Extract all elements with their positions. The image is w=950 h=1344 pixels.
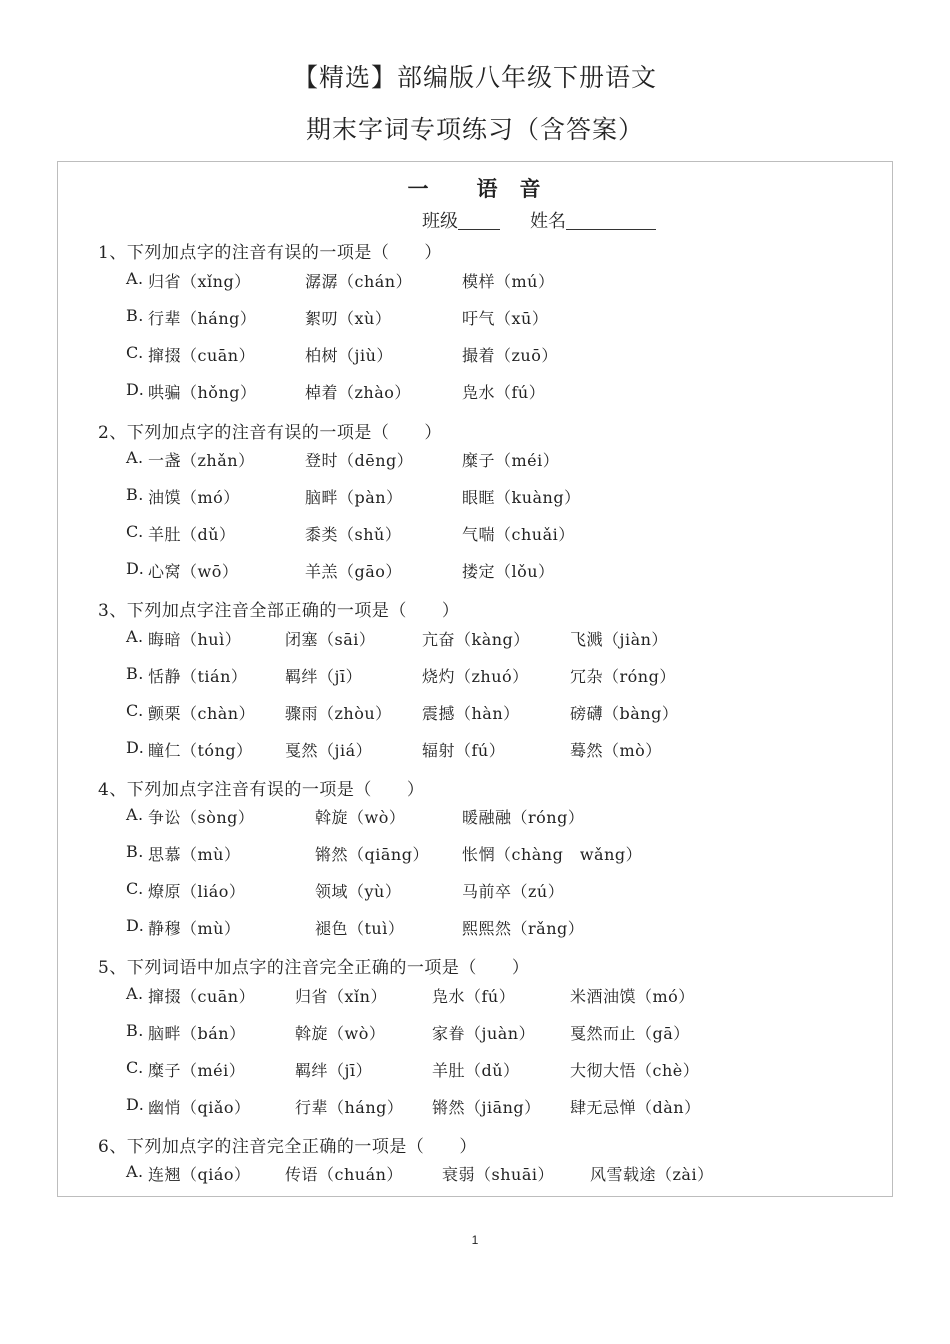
option-label: B. (126, 842, 144, 861)
option-item: 熙熙然（rǎng） (462, 919, 585, 938)
option-item: 连翘（qiáo） (148, 1165, 251, 1184)
option-label: A. (126, 984, 144, 1003)
option-item: 暖融融（róng） (462, 808, 585, 827)
option-item: 脑畔（pàn） (305, 488, 403, 507)
option-item: 哄骗（hǒng） (148, 383, 257, 402)
option-item: 吁气（xū） (462, 309, 549, 328)
question-stem: 3、下列加点字注音全部正确的一项是（ ） (98, 601, 460, 621)
option-item: 斡旋（wò） (295, 1024, 386, 1043)
option-item: 羁绊（jī） (285, 667, 363, 686)
option-item: 颤栗（chàn） (148, 704, 256, 723)
option-label: C. (126, 701, 144, 720)
question-stem: 5、下列词语中加点字的注音完全正确的一项是（ ） (98, 958, 530, 978)
option-item: 糜子（méi） (148, 1061, 246, 1080)
option-item: 糜子（méi） (462, 451, 560, 470)
section-number: 一 (407, 176, 431, 201)
option-item: 恬静（tián） (148, 667, 248, 686)
option-label: D. (126, 380, 145, 399)
option-item: 柏树（jiù） (305, 346, 393, 365)
option-item: 行辈（háng） (148, 309, 257, 328)
option-item: 撺掇（cuān） (148, 346, 256, 365)
option-item: 羊肚（dǔ） (148, 525, 236, 544)
question-stem: 2、下列加点字的注音有误的一项是（ ） (98, 423, 442, 443)
option-item: 烧灼（zhuó） (422, 667, 529, 686)
option-item: 马前卒（zú） (462, 882, 565, 901)
option-item: 戛然而止（gā） (570, 1024, 690, 1043)
section-name-part2: 音 (519, 176, 543, 201)
section-heading (0, 173, 950, 203)
option-item: 撺掇（cuān） (148, 987, 256, 1006)
option-item: 家眷（juàn） (432, 1024, 536, 1043)
option-item: 米酒油馍（mó） (570, 987, 695, 1006)
name-blank[interactable] (566, 211, 656, 230)
question-stem: 1、下列加点字的注音有误的一项是（ ） (98, 243, 442, 263)
option-item: 心窝（wō） (148, 562, 239, 581)
name-label: 姓名 (530, 211, 566, 232)
document-title-line2: 期末字词专项练习（含答案） (305, 115, 644, 144)
page-number: 1 (471, 1233, 479, 1247)
option-item: 眼眶（kuàng） (462, 488, 581, 507)
option-item: 晦暗（huì） (148, 630, 242, 649)
option-label: A. (126, 805, 144, 824)
option-item: 闭塞（sāi） (285, 630, 376, 649)
option-item: 凫水（fú） (432, 987, 516, 1006)
option-item: 辐射（fú） (422, 741, 506, 760)
option-item: 静穆（mù） (148, 919, 241, 938)
option-item: 凫水（fú） (462, 383, 546, 402)
option-item: 衰弱（shuāi） (442, 1165, 554, 1184)
option-item: 大彻大悟（chè） (570, 1061, 700, 1080)
class-name-line (422, 207, 656, 233)
option-item: 羊肚（dǔ） (432, 1061, 520, 1080)
option-label: B. (126, 306, 144, 325)
option-item: 震撼（hàn） (422, 704, 520, 723)
section-name-part1: 语 (476, 176, 500, 201)
option-item: 亢奋（kàng） (422, 630, 530, 649)
option-item: 戛然（jiá） (285, 741, 373, 760)
class-label: 班级 (422, 211, 458, 232)
option-item: 斡旋（wò） (315, 808, 406, 827)
option-item: 脑畔（bán） (148, 1024, 246, 1043)
option-item: 蓦然（mò） (570, 741, 662, 760)
option-label: A. (126, 269, 144, 288)
option-item: 归省（xǐn） (295, 987, 387, 1006)
option-item: 登时（dēng） (305, 451, 414, 470)
option-item: 飞溅（jiàn） (570, 630, 668, 649)
option-label: C. (126, 879, 144, 898)
option-label: C. (126, 522, 144, 541)
option-item: 归省（xǐng） (148, 272, 251, 291)
document-title-line1: 【精选】部编版八年级下册语文 (292, 63, 657, 92)
class-blank[interactable] (458, 211, 500, 230)
option-label: B. (126, 1021, 144, 1040)
option-item: 领域（yù） (315, 882, 402, 901)
option-label: A. (126, 1162, 144, 1181)
option-item: 搂定（lǒu） (462, 562, 555, 581)
option-item: 撮着（zuō） (462, 346, 558, 365)
option-label: A. (126, 627, 144, 646)
option-label: D. (126, 916, 145, 935)
option-item: 锵然（jiāng） (432, 1098, 541, 1117)
option-item: 瞳仁（tóng） (148, 741, 253, 760)
option-item: 风雪载途（zài） (590, 1165, 714, 1184)
option-label: D. (126, 1095, 145, 1114)
option-item: 气喘（chuǎi） (462, 525, 575, 544)
option-label: D. (126, 559, 145, 578)
option-item: 模样（mú） (462, 272, 555, 291)
option-label: B. (126, 664, 144, 683)
option-item: 燎原（liáo） (148, 882, 246, 901)
option-item: 争讼（sòng） (148, 808, 255, 827)
option-item: 黍类（shǔ） (305, 525, 402, 544)
option-item: 传语（chuán） (285, 1165, 403, 1184)
option-item: 怅惘（chàng wǎng） (462, 845, 643, 864)
option-label: B. (126, 485, 144, 504)
option-item: 褪色（tuì） (315, 919, 405, 938)
option-item: 油馍（mó） (148, 488, 240, 507)
option-label: A. (126, 448, 144, 467)
option-item: 肆无忌惮（dàn） (570, 1098, 701, 1117)
question-stem: 4、下列加点字注音有误的一项是（ ） (98, 780, 425, 800)
option-item: 幽悄（qiǎo） (148, 1098, 251, 1117)
option-item: 行辈（háng） (295, 1098, 404, 1117)
option-item: 磅礴（bàng） (570, 704, 679, 723)
option-item: 棹着（zhào） (305, 383, 411, 402)
question-stem: 6、下列加点字的注音完全正确的一项是（ ） (98, 1137, 477, 1157)
option-label: D. (126, 738, 145, 757)
option-item: 潺潺（chán） (305, 272, 413, 291)
option-item: 一盏（zhǎn） (148, 451, 255, 470)
option-item: 锵然（qiāng） (315, 845, 429, 864)
option-item: 羁绊（jī） (295, 1061, 373, 1080)
option-label: C. (126, 1058, 144, 1077)
option-item: 冗杂（róng） (570, 667, 676, 686)
option-item: 骤雨（zhòu） (285, 704, 392, 723)
option-item: 羊羔（gāo） (305, 562, 402, 581)
option-label: C. (126, 343, 144, 362)
option-item: 絮叨（xù） (305, 309, 392, 328)
option-item: 思慕（mù） (148, 845, 241, 864)
